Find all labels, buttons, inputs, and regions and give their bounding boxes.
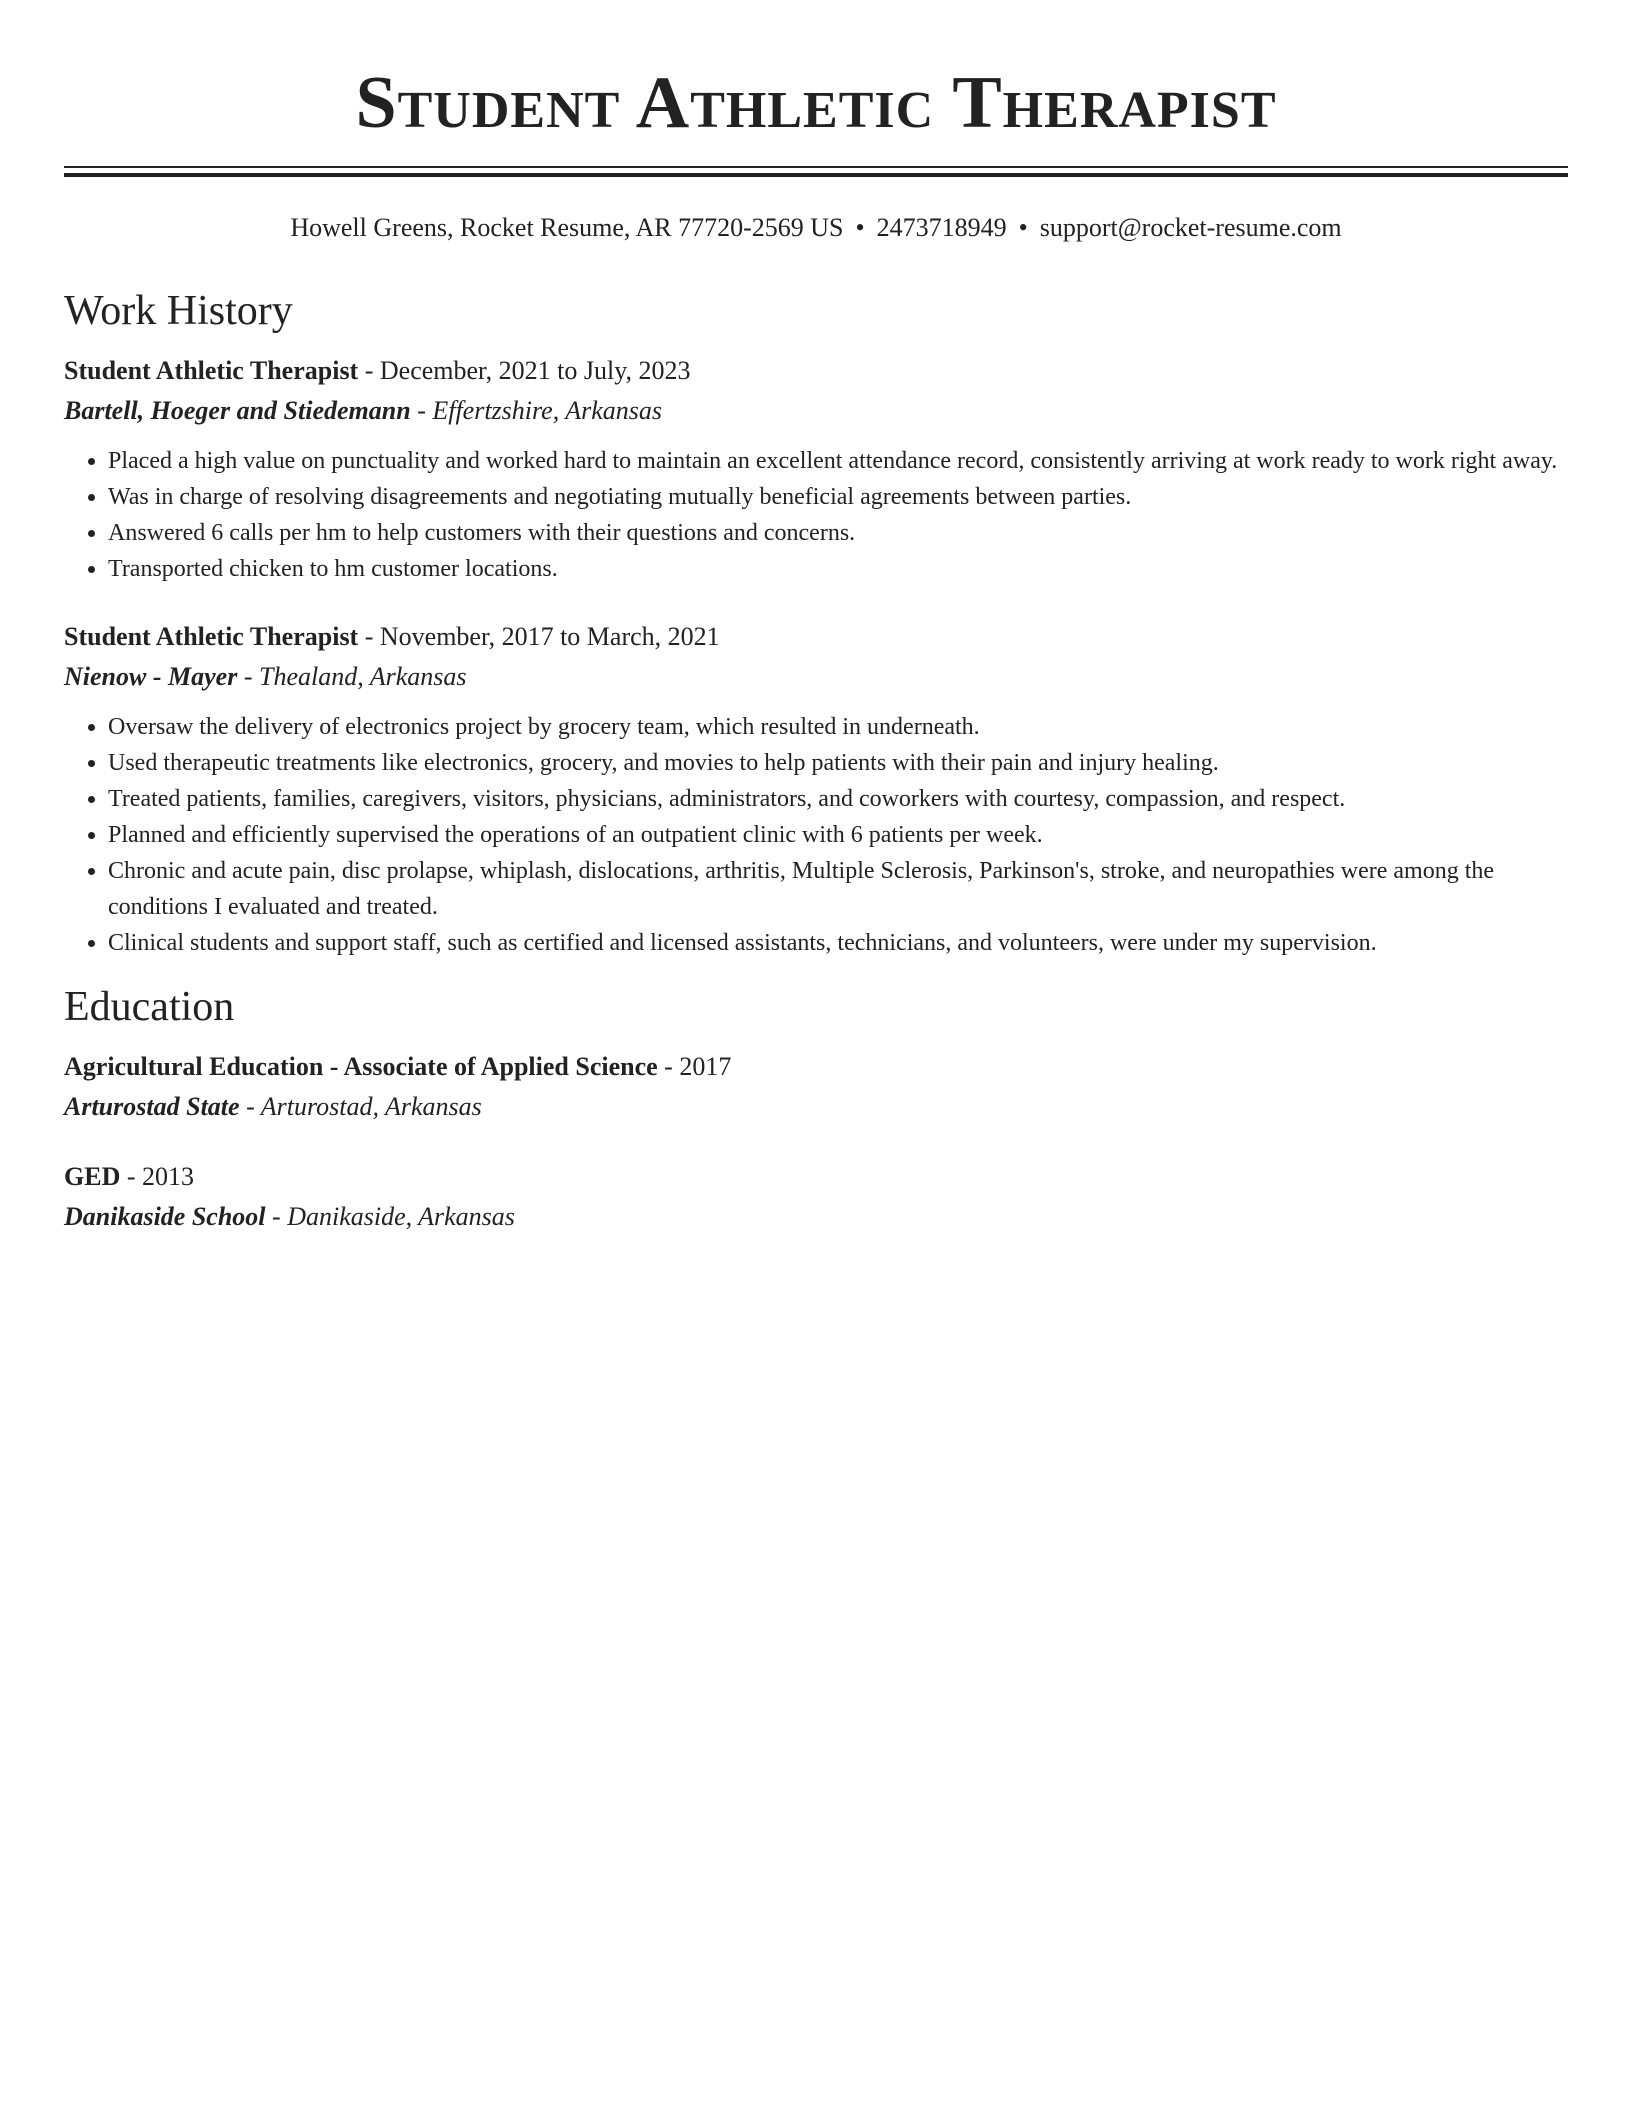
education-entry bbox=[64, 1157, 1568, 1237]
job-employer bbox=[64, 391, 1568, 431]
education-heading: Education bbox=[64, 984, 235, 1030]
job-dates: - November, 2017 to March, 2021 bbox=[364, 622, 720, 651]
job-title: Student Athletic Therapist bbox=[64, 622, 359, 651]
contact-separator: • bbox=[1018, 213, 1028, 242]
job-location: - Effertzshire, Arkansas bbox=[417, 396, 663, 425]
job-title: Student Athletic Therapist bbox=[64, 356, 359, 385]
list-item: • Treated patients, families, caregivers, visitors, physicians, administrators, and coworkers with courtesy, compassion, and respect. bbox=[108, 781, 1568, 817]
job-header bbox=[64, 617, 1568, 657]
list-item: • Planned and efficiently supervised the operations of an outpatient clinic with 6 patients per week. bbox=[108, 817, 1568, 853]
education-year: - 2013 bbox=[126, 1162, 195, 1191]
job-entry bbox=[64, 617, 1568, 961]
education-header bbox=[64, 1157, 1568, 1197]
education-degree: GED bbox=[64, 1162, 121, 1191]
contact-address: Howell Greens, Rocket Resume, AR 77720-2569 US bbox=[290, 213, 844, 242]
list-item: • Placed a high value on punctuality and worked hard to maintain an excellent attendance record, consistently arriving at work ready to work right away. bbox=[108, 443, 1568, 479]
contact-separator: • bbox=[855, 213, 865, 242]
job-location: - Thealand, Arkansas bbox=[243, 662, 467, 691]
education-year: - 2017 bbox=[664, 1052, 732, 1081]
education-location: - Arturostad, Arkansas bbox=[246, 1092, 482, 1121]
list-item: • Transported chicken to hm customer locations. bbox=[108, 551, 1568, 587]
contact-email: support@rocket-resume.com bbox=[1039, 213, 1342, 242]
resume-title: Student Athletic Therapist bbox=[355, 62, 1277, 144]
education-location: - Danikaside, Arkansas bbox=[272, 1202, 515, 1231]
job-dates: - December, 2021 to July, 2023 bbox=[364, 356, 691, 385]
job-company: Nienow - Mayer bbox=[64, 662, 238, 691]
title-divider-thick bbox=[64, 173, 1568, 177]
education-degree: Agricultural Education - Associate of Applied Science bbox=[64, 1052, 658, 1081]
list-item: • Clinical students and support staff, such as certified and licensed assistants, technicians, and volunteers, were under my supervision. bbox=[108, 925, 1568, 961]
job-duties-list bbox=[64, 443, 1568, 587]
job-company: Bartell, Hoeger and Stiedemann bbox=[64, 396, 411, 425]
education-school: Arturostad State bbox=[64, 1092, 240, 1121]
education-school: Danikaside School bbox=[64, 1202, 266, 1231]
contact-phone: 2473718949 bbox=[876, 213, 1007, 242]
education-institution bbox=[64, 1087, 1568, 1127]
list-item: • Oversaw the delivery of electronics project by grocery team, which resulted in underneath. bbox=[108, 709, 1568, 745]
education-entry bbox=[64, 1047, 1568, 1127]
list-item: • Answered 6 calls per hm to help customers with their questions and concerns. bbox=[108, 515, 1568, 551]
job-header bbox=[64, 351, 1568, 391]
list-item: • Used therapeutic treatments like electronics, grocery, and movies to help patients with their pain and injury healing. bbox=[108, 745, 1568, 781]
job-entry bbox=[64, 351, 1568, 587]
list-item: • Chronic and acute pain, disc prolapse, whiplash, dislocations, arthritis, Multiple Sclerosis, Parkinson's, stroke, and neuropathies were among the conditions I evaluated and treated. bbox=[108, 853, 1568, 925]
job-duties-list bbox=[64, 709, 1568, 961]
education-institution bbox=[64, 1197, 1568, 1237]
title-divider-thin bbox=[64, 166, 1568, 168]
contact-line bbox=[64, 211, 1568, 245]
education-header bbox=[64, 1047, 1568, 1087]
list-item: • Was in charge of resolving disagreements and negotiating mutually beneficial agreements between parties. bbox=[108, 479, 1568, 515]
job-employer bbox=[64, 657, 1568, 697]
resume-page bbox=[64, 0, 1568, 1237]
work-history-heading: Work History bbox=[64, 288, 293, 334]
